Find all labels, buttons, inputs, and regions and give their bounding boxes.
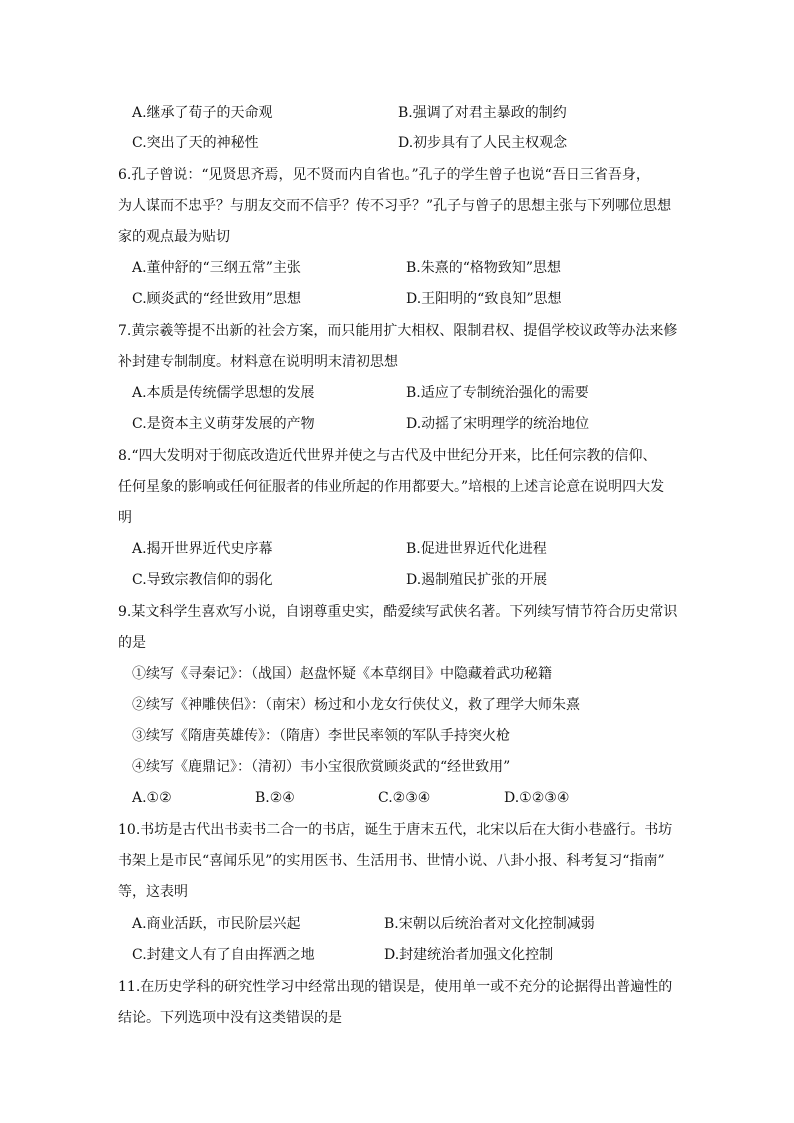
q9-option-a: A.①② (132, 790, 172, 806)
q9-option-d: D.①②③④ (504, 790, 570, 806)
q11-stem-line-2: 结论。下列选项中没有这类错误的是 (118, 1010, 342, 1026)
q7-option-b: B.适应了专制统治强化的需要 (406, 385, 589, 401)
q9-stem-line-1: 9.某文科学生喜欢写小说，自诩尊重史实，酷爱续写武侠名著。下列续写情节符合历史常识 (118, 604, 678, 620)
q7-stem-line-1: 7.黄宗羲等提不出新的社会方案，而只能用扩大相权、限制君权、提倡学校议政等办法来修 (118, 323, 678, 339)
q9-item-3: ③续写《隋唐英雄传》：（隋唐）李世民率领的军队手持突火枪 (132, 728, 510, 744)
q8-option-d: D.遏制殖民扩张的开展 (406, 572, 548, 588)
q10-option-d: D.封建统治者加强文化控制 (384, 947, 554, 963)
q8-stem-line-2: 任何星象的影响或任何征服者的伟业所起的作用都要大。”培根的上述言论意在说明四大发 (118, 479, 665, 495)
q9-item-2: ②续写《神雕侠侣》：（南宋）杨过和小龙女行侠仗义，救了理学大师朱熹 (132, 697, 580, 713)
q8-stem-line-3: 明 (118, 510, 132, 526)
q7-option-d: D.动摇了宋明理学的统治地位 (406, 416, 590, 432)
q10-stem-line-2: 书架上是市民“喜闻乐见”的实用医书、生活用书、世情小说、八卦小报、科考复习“指南” (118, 853, 665, 869)
q6-stem-line-1: 6.孔子曾说：“见贤思齐焉，见不贤而内自省也。”孔子的学生曾子也说“吾日三省吾身， (118, 167, 650, 183)
q9-item-1: ①续写《寻秦记》：（战国）赵盘怀疑《本草纲目》中隐藏着武功秘籍 (132, 666, 552, 682)
q6-stem-line-2: 为人谋而不忠乎？与朋友交而不信乎？传不习乎？”孔子与曾子的思想主张与下列哪位思想 (118, 198, 672, 214)
q5-option-d: D.初步具有了人民主权观念 (398, 135, 568, 151)
q9-option-b: B.②④ (255, 790, 295, 806)
q8-stem-line-1: 8.“四大发明对于彻底改造近代世界并使之与古代及中世纪分开来，比任何宗教的信仰、 (118, 448, 657, 464)
q5-option-c: C.突出了天的神秘性 (132, 135, 259, 151)
q10-option-b: B.宋朝以后统治者对文化控制减弱 (384, 916, 595, 932)
q8-option-b: B.促进世界近代化进程 (406, 541, 547, 557)
q10-stem-line-3: 等，这表明 (118, 884, 188, 900)
q11-stem-line-1: 11.在历史学科的研究性学习中经常出现的错误是，使用单一或不充分的论据得出普遍性的 (118, 979, 673, 995)
q9-option-c: C.②③④ (378, 790, 431, 806)
q8-option-a: A.揭开世界近代史序幕 (132, 541, 273, 557)
q10-stem-line-1: 10.书坊是古代出书卖书二合一的书店，诞生于唐末五代，北宋以后在大街小巷盛行。书坊 (118, 822, 673, 838)
q9-stem-line-2: 的是 (118, 635, 146, 651)
q10-option-c: C.封建文人有了自由挥洒之地 (132, 947, 315, 963)
q5-option-a: A.继承了荀子的天命观 (132, 105, 273, 121)
q6-stem-line-3: 家的观点最为贴切 (118, 229, 230, 245)
q6-option-a: A.董仲舒的“三纲五常”主张 (132, 260, 301, 276)
q7-option-c: C.是资本主义萌芽发展的产物 (132, 416, 315, 432)
q10-option-a: A.商业活跃，市民阶层兴起 (132, 916, 301, 932)
q8-option-c: C.导致宗教信仰的弱化 (132, 572, 273, 588)
q6-option-d: D.王阳明的“致良知”思想 (406, 291, 562, 307)
q7-option-a: A.本质是传统儒学思想的发展 (132, 385, 315, 401)
q6-option-b: B.朱熹的“格物致知”思想 (406, 260, 562, 276)
q9-item-4: ④续写《鹿鼎记》：（清初）韦小宝很欣赏顾炎武的“经世致用” (132, 759, 511, 775)
q5-option-b: B.强调了对君主暴政的制约 (398, 105, 567, 121)
q6-option-c: C.顾炎武的“经世致用”思想 (132, 291, 301, 307)
q7-stem-line-2: 补封建专制制度。材料意在说明明末清初思想 (118, 354, 398, 370)
